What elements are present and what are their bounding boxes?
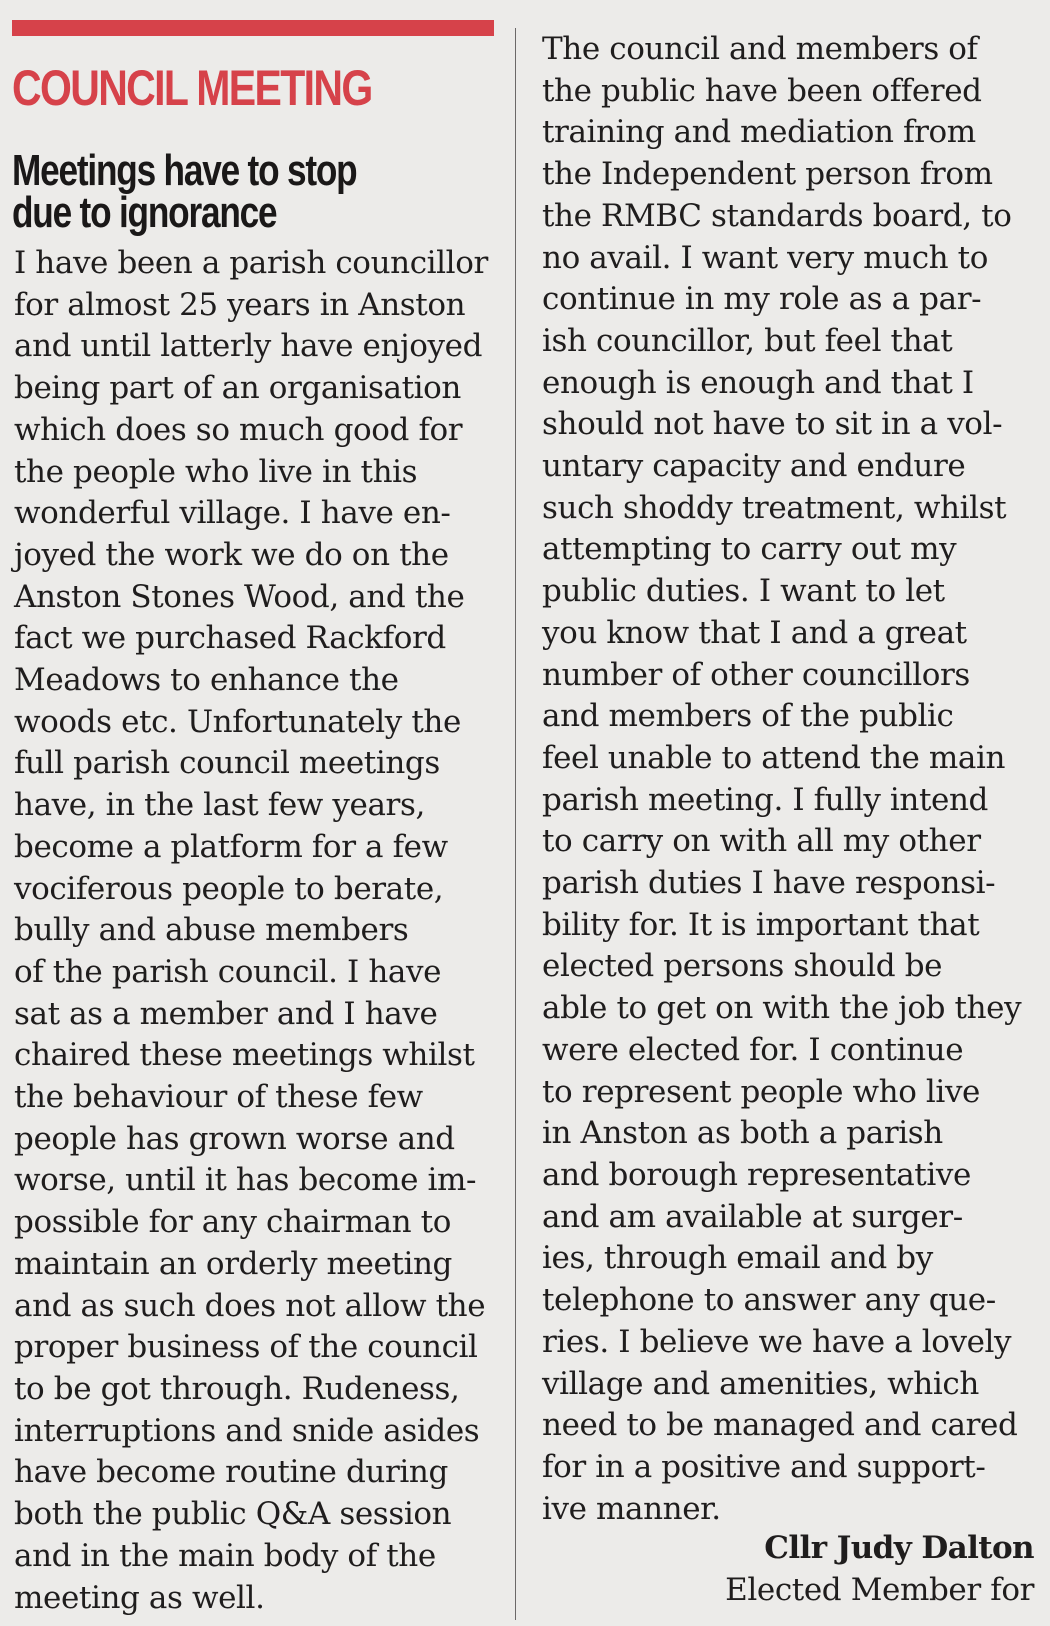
text-line: the people who live in this bbox=[14, 453, 418, 490]
text-line: ive manner. bbox=[542, 1490, 721, 1527]
text-line: number of other councillors bbox=[542, 656, 970, 693]
text-line: ish councillor, but feel that bbox=[542, 322, 953, 359]
text-line: untary capacity and endure bbox=[542, 448, 966, 485]
text-line: feel unable to attend the main bbox=[542, 739, 1006, 776]
text-line: to carry on with all my other bbox=[542, 823, 981, 860]
text-line: The council and members of bbox=[542, 31, 978, 67]
text-line: people has grown worse and bbox=[14, 1120, 455, 1157]
text-line: able to get on with the job they bbox=[542, 990, 1022, 1027]
text-line: training and mediation from bbox=[542, 114, 976, 151]
section-kicker: COUNCIL MEETING bbox=[12, 60, 372, 116]
text-line: bully and abuse members bbox=[14, 912, 409, 949]
author-role: Elected Member for bbox=[725, 1572, 1034, 1608]
text-line: chaired these meetings whilst bbox=[14, 1037, 475, 1074]
text-line: to be got through. Rudeness, bbox=[14, 1370, 460, 1407]
text-line: the behaviour of these few bbox=[14, 1079, 423, 1116]
text-line: in Anston as both a parish bbox=[542, 1115, 943, 1152]
text-line: full parish council meetings bbox=[14, 745, 440, 782]
text-line: the RMBC standards board, to bbox=[542, 197, 1012, 234]
text-line: sat as a member and I have bbox=[14, 995, 438, 1032]
article-column-left bbox=[14, 243, 488, 1619]
text-line: bility for. It is important that bbox=[542, 906, 980, 943]
text-line: and borough representative bbox=[542, 1156, 971, 1193]
text-line: for almost 25 years in Anston bbox=[14, 286, 466, 323]
text-line: maintain an orderly meeting bbox=[14, 1245, 452, 1282]
author-signature bbox=[725, 1527, 1034, 1611]
author-name: Cllr Judy Dalton bbox=[764, 1530, 1034, 1566]
text-line: the Independent person from bbox=[542, 156, 993, 193]
text-line: village and amenities, which bbox=[542, 1365, 979, 1402]
text-line: ries. I believe we have a lovely bbox=[542, 1323, 1012, 1360]
text-line: Meadows to enhance the bbox=[14, 662, 399, 699]
text-line: to represent people who live bbox=[542, 1073, 980, 1110]
text-line: meeting as well. bbox=[14, 1579, 265, 1616]
column-divider bbox=[515, 28, 516, 1620]
text-line: possible for any chairman to bbox=[14, 1204, 451, 1241]
headline-line: Meetings have to stop bbox=[12, 146, 357, 195]
text-line: enough is enough and that I bbox=[542, 364, 974, 401]
text-line: fact we purchased Rackford bbox=[14, 620, 446, 657]
text-line: have become routine during bbox=[14, 1454, 448, 1491]
text-line: Anston Stones Wood, and the bbox=[14, 578, 465, 615]
text-line: for in a positive and support- bbox=[542, 1448, 986, 1485]
text-line: should not have to sit in a vol- bbox=[542, 406, 1003, 443]
text-line: woods etc. Unfortunately the bbox=[14, 703, 461, 740]
text-line: and as such does not allow the bbox=[14, 1287, 486, 1324]
text-line: wonderful village. I have en- bbox=[14, 495, 451, 532]
text-line: such shoddy treatment, whilst bbox=[542, 489, 1007, 526]
text-line: parish duties I have responsi- bbox=[542, 865, 996, 902]
text-line: the public have been offered bbox=[542, 72, 982, 109]
text-line: elected persons should be bbox=[542, 948, 943, 985]
text-line: proper business of the council bbox=[14, 1329, 478, 1366]
text-line: vociferous people to berate, bbox=[14, 870, 444, 907]
text-line: and am available at surger- bbox=[542, 1198, 963, 1235]
article-column-right bbox=[542, 29, 1021, 1530]
text-line: were elected for. I continue bbox=[542, 1031, 964, 1068]
text-line: become a platform for a few bbox=[14, 828, 448, 865]
text-line: attempting to carry out my bbox=[542, 531, 957, 568]
text-line: ies, through email and by bbox=[542, 1240, 933, 1277]
text-line: continue in my role as a par- bbox=[542, 281, 982, 318]
text-line: joyed the work we do on the bbox=[14, 536, 449, 573]
text-line: telephone to answer any que- bbox=[542, 1282, 996, 1319]
text-line: both the public Q&A session bbox=[14, 1496, 452, 1533]
text-line: worse, until it has become im- bbox=[14, 1162, 477, 1199]
text-line: and members of the public bbox=[542, 698, 954, 735]
text-line: public duties. I want to let bbox=[542, 573, 945, 610]
text-line: interruptions and snide asides bbox=[14, 1412, 480, 1449]
text-line: and until latterly have enjoyed bbox=[14, 328, 483, 365]
text-line: you know that I and a great bbox=[542, 614, 967, 651]
article-headline bbox=[12, 146, 492, 237]
accent-bar bbox=[12, 20, 494, 36]
text-line: which does so much good for bbox=[14, 411, 463, 448]
text-line: need to be managed and cared bbox=[542, 1407, 1018, 1444]
text-line: I have been a parish councillor bbox=[14, 245, 488, 281]
text-line: no avail. I want very much to bbox=[542, 239, 988, 276]
text-line: and in the main body of the bbox=[14, 1537, 436, 1574]
text-line: of the parish council. I have bbox=[14, 953, 442, 990]
text-line: parish meeting. I fully intend bbox=[542, 781, 988, 818]
text-line: being part of an organisation bbox=[14, 370, 461, 407]
headline-line: due to ignorance bbox=[12, 188, 277, 237]
text-line: have, in the last few years, bbox=[14, 787, 425, 824]
